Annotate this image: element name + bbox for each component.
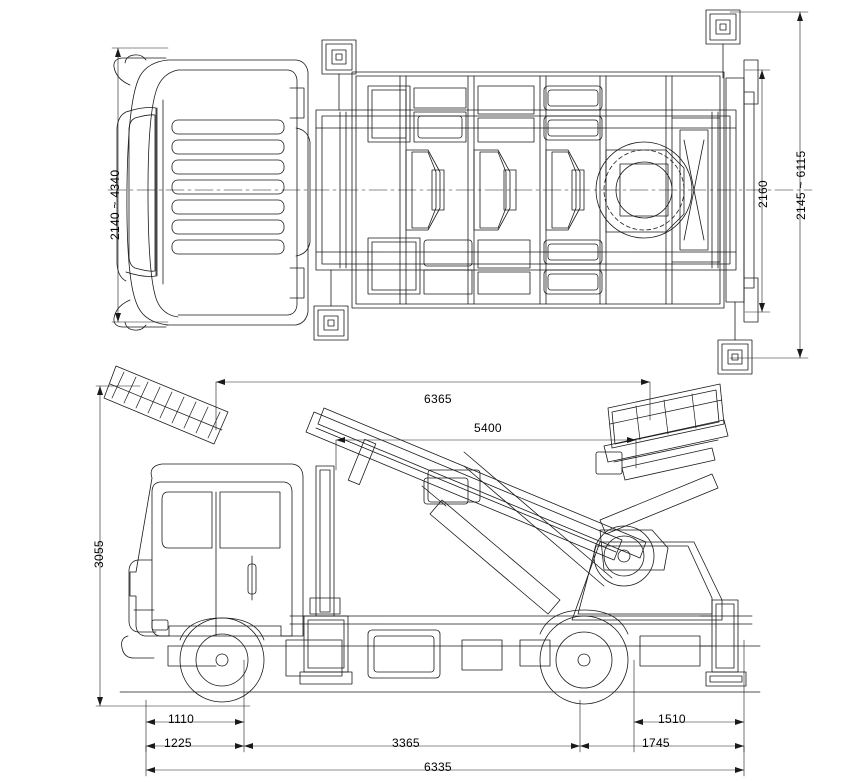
dim-front-overhang: 1110: [168, 712, 195, 726]
dim-side-view-height: 3055: [92, 540, 106, 568]
dim-front-total: 1225: [164, 736, 192, 750]
dim-boom-upper: 6365: [424, 392, 452, 406]
dim-top-view-right-outer: 2145 ~ 6115: [794, 150, 808, 220]
dim-rear-overhang: 1745: [642, 736, 670, 750]
dim-wheelbase: 3365: [392, 736, 420, 750]
dim-overall-length: 6335: [424, 760, 452, 774]
dim-boom-lower: 5400: [474, 421, 502, 435]
dim-rear-axle-to-outrigger: 1510: [658, 712, 686, 726]
dim-top-view-right-inner: 2160: [756, 180, 770, 208]
dim-top-view-left-vertical: 2140 ~ 4340: [108, 169, 122, 240]
